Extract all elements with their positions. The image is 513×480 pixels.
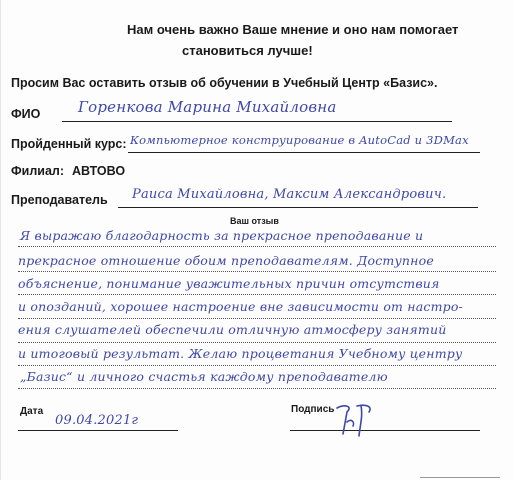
branch-label: Филиал: [11,164,65,178]
review-ruling [18,271,496,272]
review-line: ения слушателей обеспечили отличную атмосферу занятий [18,322,447,337]
course-handwritten-value: Компьютерное конструирование в AutoCad и 3DMax [130,133,469,147]
review-ruling [18,246,496,247]
review-ruling [18,388,496,389]
bottom-cutoff-mark [420,477,500,478]
form-heading-line2: становиться лучше! [182,43,313,58]
fio-label: ФИО [11,107,41,121]
course-underline [128,152,480,153]
fio-handwritten-value: Горенкова Марина Михайловна [78,98,337,116]
date-label: Дата [20,406,44,417]
fio-underline [62,121,452,122]
review-line: Я выражаю благодарность за прекрасное преподавание и [20,228,424,243]
signature-underline [290,430,480,431]
sheet-edge [0,0,1,480]
review-line: объяснение, понимание уважительных причин отсутствия [18,276,440,291]
form-heading-line1: Нам очень важно Ваше мнение и оно нам помогает [127,22,459,37]
date-underline [18,430,178,431]
review-ruling [18,342,496,343]
signature-mark [333,400,383,440]
review-ruling [18,318,496,319]
teacher-handwritten-value: Раиса Михайловна, Максим Александрович. [132,187,447,202]
review-line: „Базис“ и личного счастья каждому преподавателю [20,369,388,384]
review-line: прекрасное отношение обоим преподавателям. Доступное [18,253,434,268]
review-ruling [18,294,496,295]
date-handwritten-value: 09.04.2021г [55,413,139,428]
review-line: и опозданий, хорошее настроение вне зависимости от настро- [18,299,463,314]
teacher-label: Преподаватель [11,193,108,207]
teacher-underline [118,207,478,208]
branch-value: АВТОВО [72,164,126,178]
form-request-text: Просим Вас оставить отзыв об обучении в Учебный Центр «Базис». [11,76,438,90]
review-line: и итоговый результат. Желаю процветания Учебному центру [18,346,463,361]
signature-label: Подпись [291,404,335,415]
course-label: Пройденный курс: [11,137,127,151]
review-label: Ваш отзыв [230,216,279,226]
review-ruling [18,365,496,366]
